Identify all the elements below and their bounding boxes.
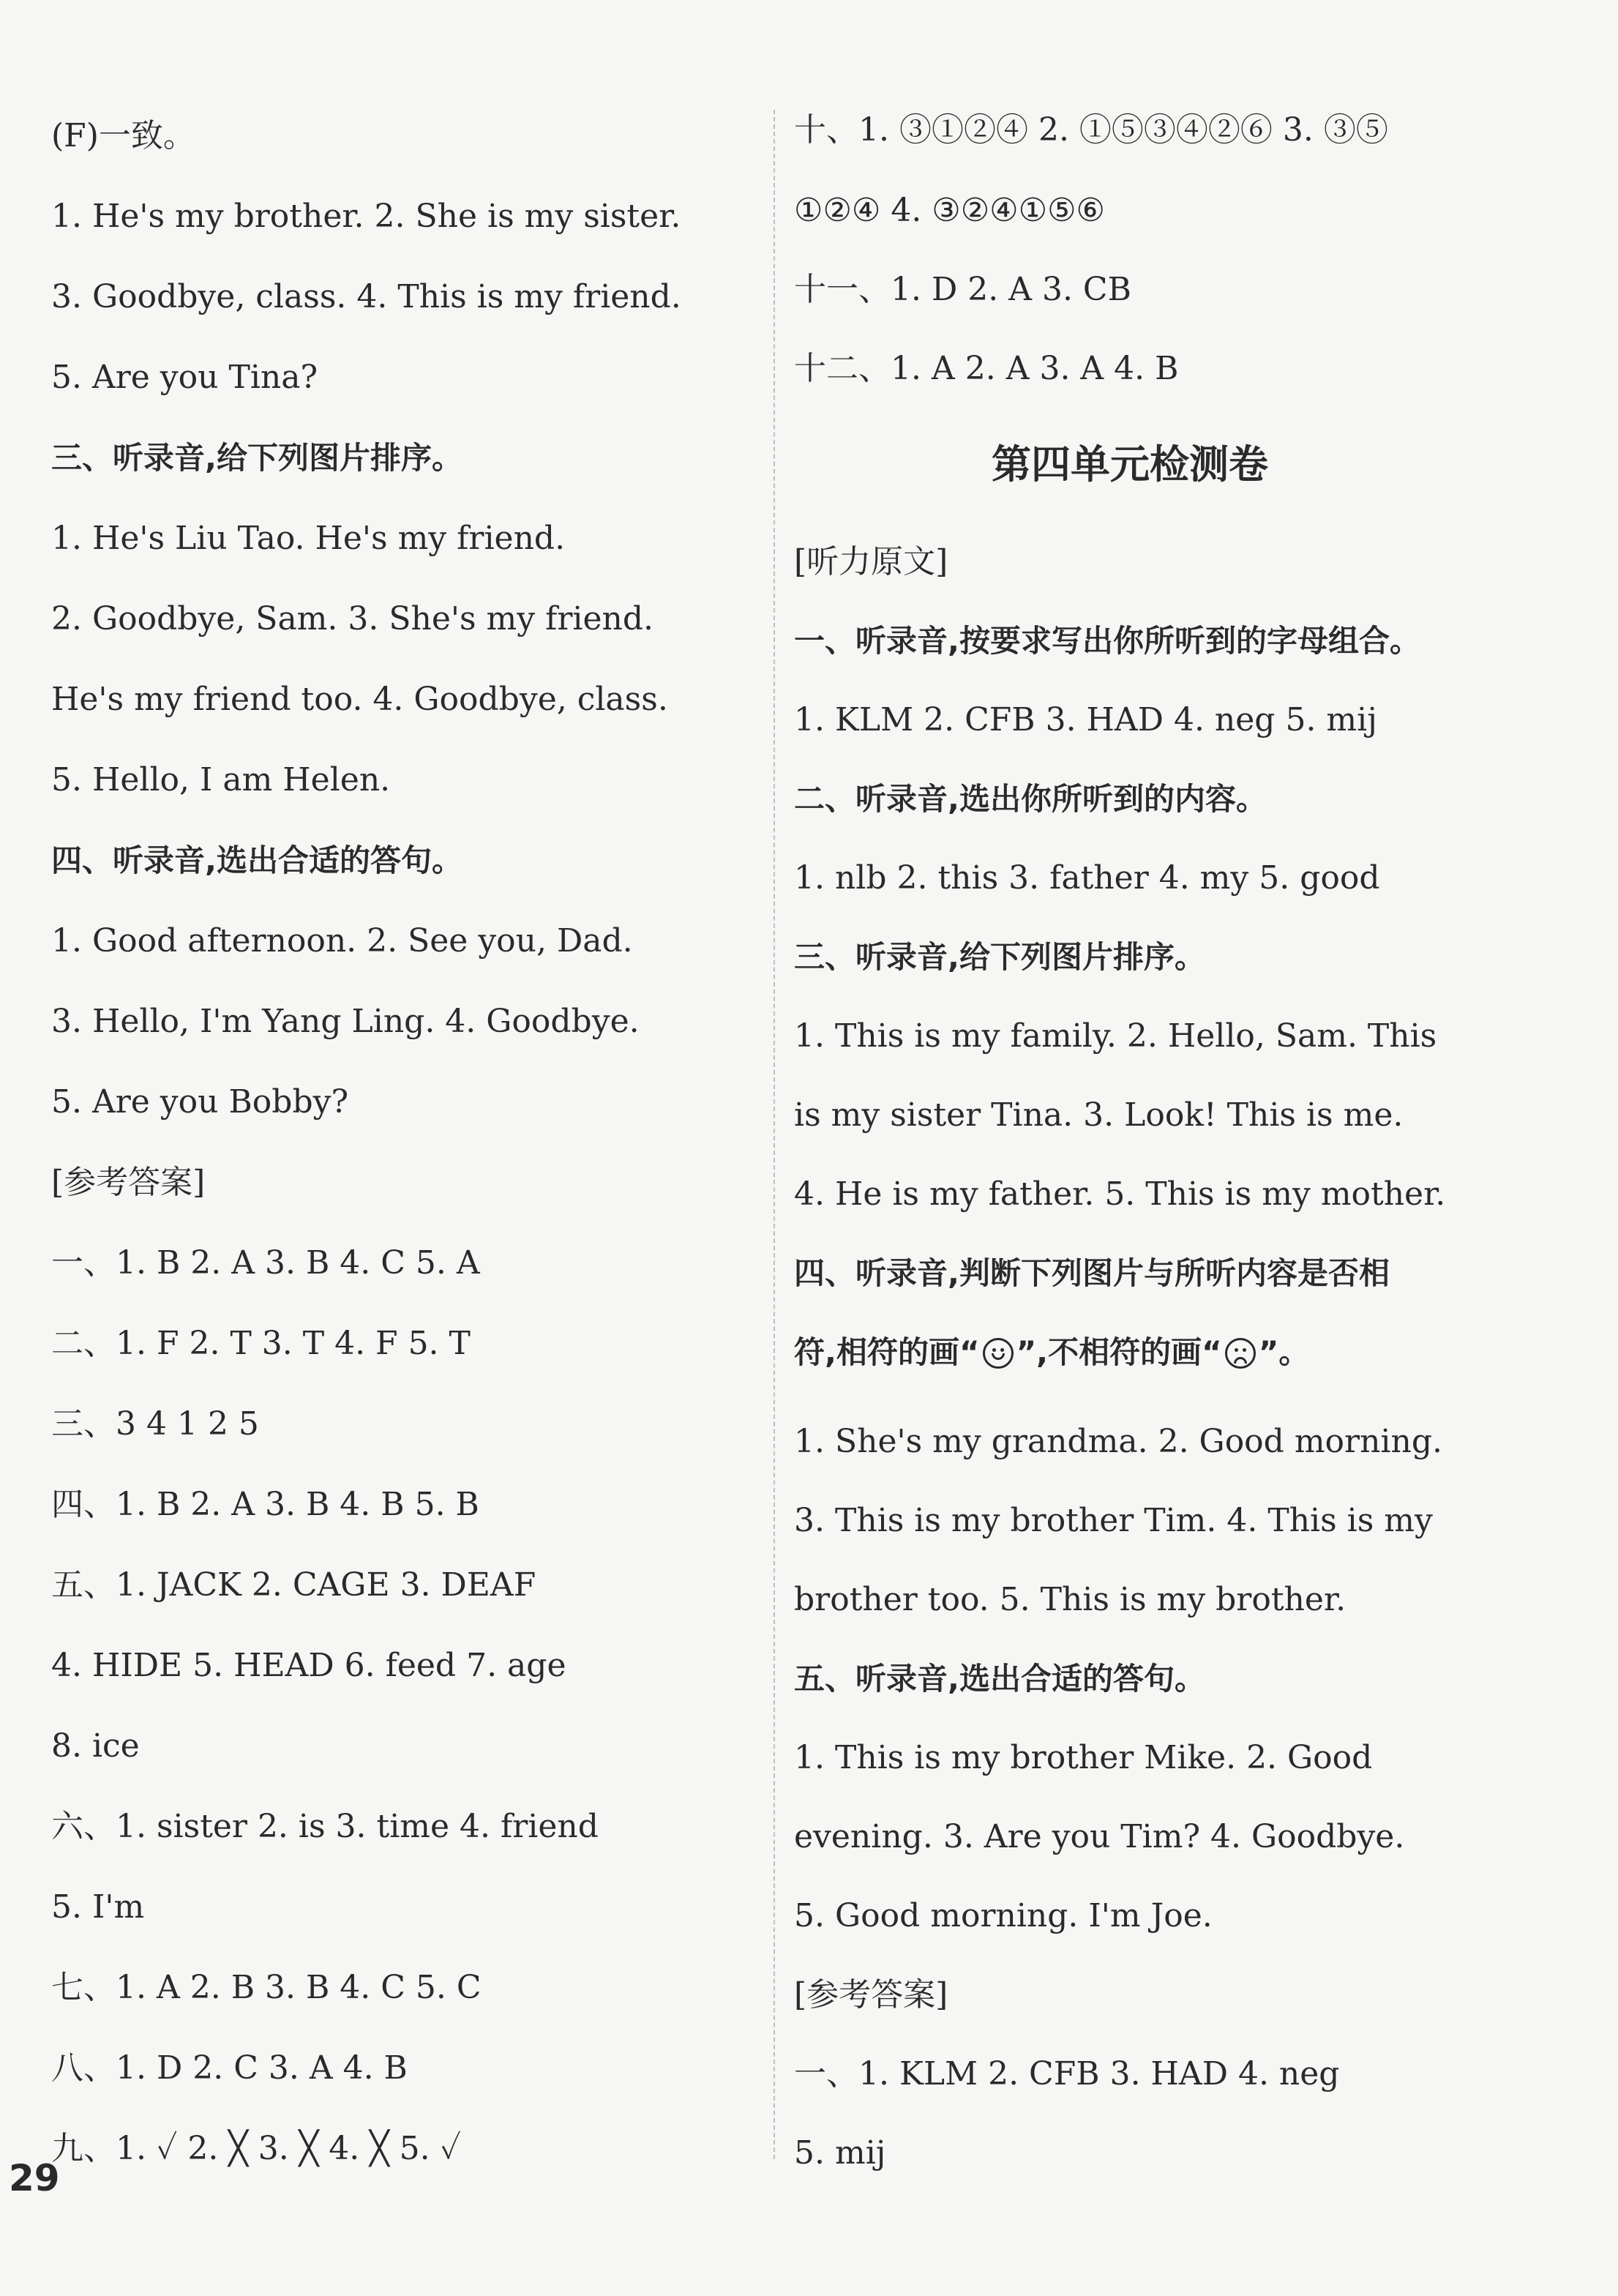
face-instruction-line	[794, 1331, 1309, 1375]
section-heading: 五、听录音,选出合适的答句。	[794, 1661, 1205, 1697]
answer-line: 八、1. D 2. C 3. A 4. B	[51, 2049, 408, 2087]
text-line: 4. He is my father. 5. This is my mother.	[794, 1175, 1446, 1213]
text-line: 3. Hello, I'm Yang Ling. 4. Goodbye.	[51, 1003, 640, 1040]
text-line: 1. He's my brother. 2. She is my sister.	[51, 198, 681, 235]
answer-line: 四、1. B 2. A 3. B 4. B 5. B	[51, 1486, 479, 1523]
answer-line: 二、1. F 2. T 3. T 4. F 5. T	[51, 1325, 471, 1362]
answer-line: 一、1. KLM 2. CFB 3. HAD 4. neg	[794, 2055, 1340, 2093]
answer-line: 8. ice	[51, 1727, 140, 1765]
text-line: 5. Are you Tina?	[51, 359, 318, 396]
answer-line: 一、1. B 2. A 3. B 4. C 5. A	[51, 1244, 480, 1282]
face-instruction-after: ”。	[1258, 1334, 1310, 1370]
answer-line: 4. HIDE 5. HEAD 6. feed 7. age	[51, 1647, 566, 1684]
text-line: 1. He's Liu Tao. He's my friend.	[51, 520, 566, 557]
section-title: 第四单元检测卷	[992, 441, 1268, 487]
answer-line: 十二、1. A 2. A 3. A 4. B	[794, 350, 1179, 387]
face-instruction-before: 符,相符的画“	[794, 1334, 980, 1370]
text-line: 1. She's my grandma. 2. Good morning.	[794, 1423, 1442, 1460]
text-line: 5. Are you Bobby?	[51, 1083, 349, 1121]
text-line: 1. nlb 2. this 3. father 4. my 5. good	[794, 859, 1380, 897]
answer-line: 三、3 4 1 2 5	[51, 1405, 259, 1443]
section-heading: 三、听录音,给下列图片排序。	[51, 440, 462, 476]
text-line: is my sister Tina. 3. Look! This is me.	[794, 1096, 1404, 1134]
answer-line: 七、1. A 2. B 3. B 4. C 5. C	[51, 1969, 482, 2006]
text-line: 5. Hello, I am Helen.	[51, 761, 391, 799]
section-heading: 一、听录音,按要求写出你所听到的字母组合。	[794, 623, 1420, 659]
face-instruction-middle: ”,不相符的画“	[1016, 1334, 1222, 1370]
column-divider	[774, 110, 775, 2159]
answer-key-label: [参考答案]	[51, 1164, 206, 1201]
text-line: brother too. 5. This is my brother.	[794, 1581, 1347, 1618]
text-line: He's my friend too. 4. Goodbye, class.	[51, 681, 668, 718]
text-line: 1. Good afternoon. 2. See you, Dad.	[51, 922, 633, 960]
section-heading: 二、听录音,选出你所听到的内容。	[794, 781, 1267, 817]
section-heading: 四、听录音,判断下列图片与所听内容是否相	[794, 1255, 1390, 1291]
page-number: 29	[9, 2157, 60, 2199]
answer-line: 5. I'm	[51, 1888, 145, 1926]
section-heading: 三、听录音,给下列图片排序。	[794, 939, 1205, 975]
transcript-label: [听力原文]	[794, 543, 948, 580]
text-line: (F)一致。	[51, 117, 195, 154]
answer-line: 5. mij	[794, 2134, 886, 2172]
text-line: 3. This is my brother Tim. 4. This is my	[794, 1502, 1433, 1539]
answer-line: 十、1. ③①②④ 2. ①⑤③④②⑥ 3. ③⑤	[794, 111, 1388, 149]
text-line: 1. This is my brother Mike. 2. Good	[794, 1739, 1373, 1776]
answer-line: 九、1. ✓ 2. ╳ 3. ╳ 4. ╳ 5. ✓	[51, 2130, 462, 2167]
text-line: 1. KLM 2. CFB 3. HAD 4. neg 5. mij	[794, 701, 1377, 738]
section-heading: 四、听录音,选出合适的答句。	[51, 842, 462, 878]
answer-line: 十一、1. D 2. A 3. CB	[794, 271, 1131, 308]
text-line: 5. Good morning. I'm Joe.	[794, 1897, 1213, 1934]
answer-line: 六、1. sister 2. is 3. time 4. friend	[51, 1808, 599, 1845]
answer-line: ①②④ 4. ③②④①⑤⑥	[794, 192, 1105, 229]
text-line: 2. Goodbye, Sam. 3. She's my friend.	[51, 600, 654, 637]
sad-face-icon	[1225, 1338, 1256, 1369]
answer-key-label: [参考答案]	[794, 1976, 948, 2013]
text-line: 3. Goodbye, class. 4. This is my friend.	[51, 278, 681, 315]
smiley-face-icon	[983, 1338, 1014, 1369]
text-line: 1. This is my family. 2. Hello, Sam. This	[794, 1017, 1437, 1055]
answer-line: 五、1. JACK 2. CAGE 3. DEAF	[51, 1566, 536, 1604]
text-line: evening. 3. Are you Tim? 4. Goodbye.	[794, 1818, 1405, 1855]
